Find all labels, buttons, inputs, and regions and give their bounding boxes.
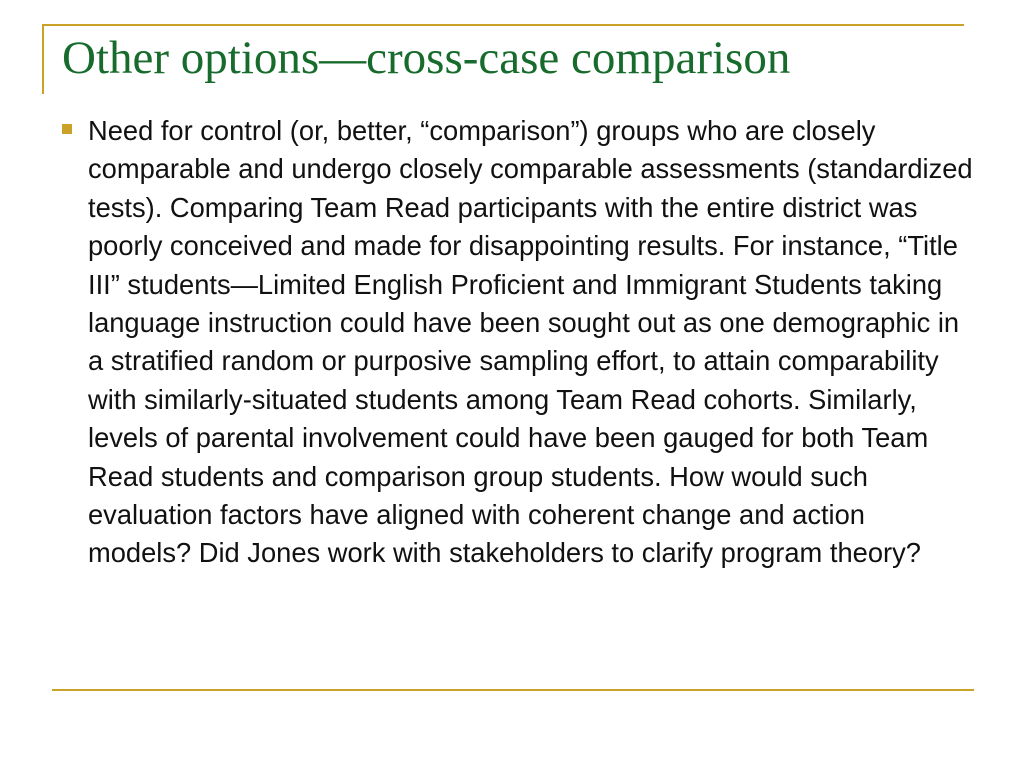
bullet-text: Need for control (or, better, “comparison”) groups who are closely comparable and undergo closely comparable assessments (standardized tests). Comparing Team Read participants with the entire district was poorly conceived and made for disappointing results. For instance, “Title III” students—Limited English Proficient and Immigrant Students taking language instruction could have been sought out as one demographic in a stratified random or purposive sampling effort, to attain comparability with similarly-situated students among Team Read cohorts. Similarly, levels of parental involvement could have been gauged for both Team Read students and comparison group students. How would such evaluation factors have aligned with coherent change and action models? Did Jones work with stakeholders to clarify program theory?: [88, 115, 973, 569]
title-frame-top-line: [42, 24, 964, 26]
title-frame-left-line: [42, 24, 44, 94]
bullet-item: [62, 112, 974, 573]
square-bullet-icon: [62, 124, 72, 134]
slide-title: Other options—cross-case comparison: [62, 32, 791, 84]
slide-content: [62, 112, 974, 573]
footer-divider-line: [52, 689, 974, 691]
